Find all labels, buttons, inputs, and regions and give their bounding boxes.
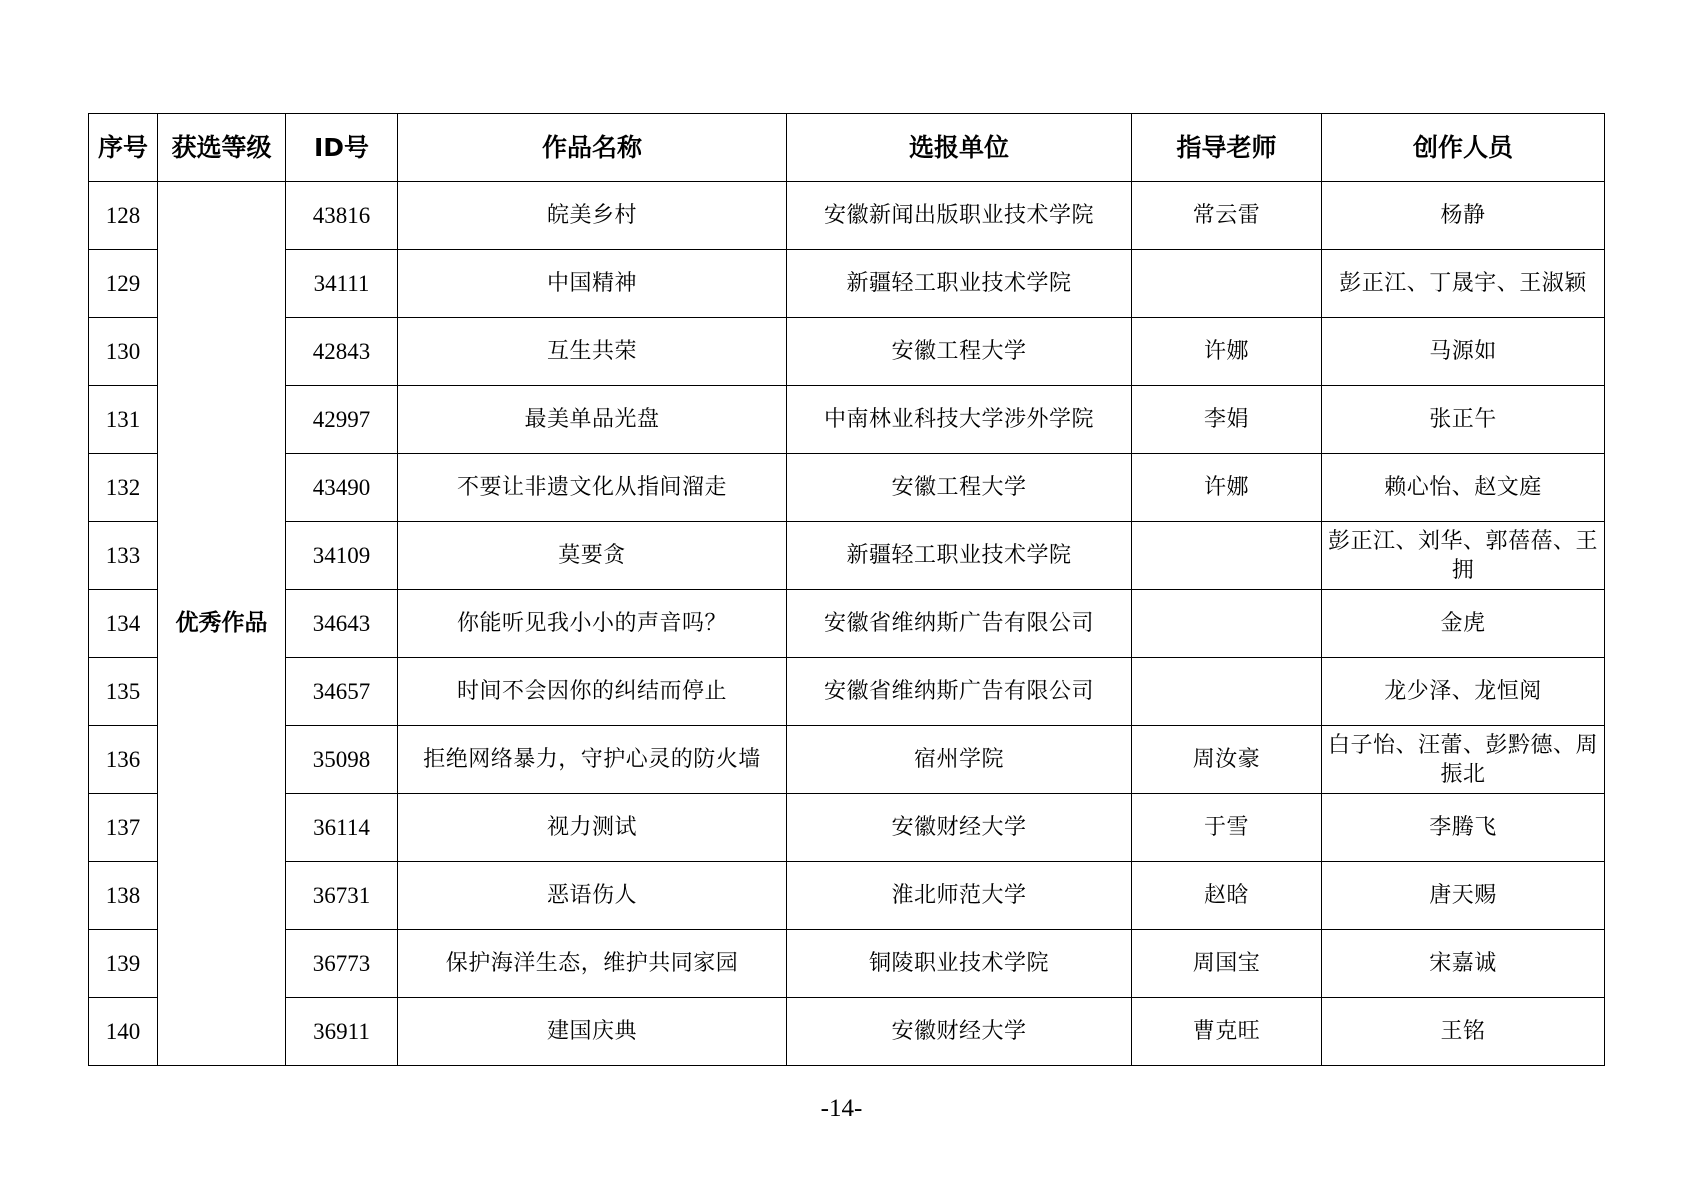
cell-advisor: 许娜 [1132,318,1322,386]
table-row [89,318,1605,386]
cell-unit: 中南林业科技大学涉外学院 [787,386,1132,454]
header-id: ID号 [286,114,398,182]
cell-id: 36114 [286,794,398,862]
header-level: 获选等级 [158,114,286,182]
cell-unit: 安徽新闻出版职业技术学院 [787,182,1132,250]
cell-seq: 131 [89,386,158,454]
cell-unit: 铜陵职业技术学院 [787,930,1132,998]
cell-id: 36773 [286,930,398,998]
cell-creators: 彭正江、刘华、郭蓓蓓、王拥 [1322,522,1605,590]
cell-title: 互生共荣 [398,318,787,386]
cell-unit: 宿州学院 [787,726,1132,794]
cell-seq: 140 [89,998,158,1066]
cell-id: 42997 [286,386,398,454]
table-row [89,658,1605,726]
cell-id: 42843 [286,318,398,386]
cell-title: 你能听见我小小的声音吗？ [398,590,787,658]
table-row [89,250,1605,318]
cell-advisor: 许娜 [1132,454,1322,522]
cell-level: 优秀作品 [158,182,286,1066]
cell-creators: 唐天赐 [1322,862,1605,930]
cell-creators: 马源如 [1322,318,1605,386]
table-row [89,794,1605,862]
page-number: -14- [820,1095,863,1122]
cell-title: 恶语伤人 [398,862,787,930]
cell-creators: 宋嘉诚 [1322,930,1605,998]
table-row [89,726,1605,794]
cell-title: 皖美乡村 [398,182,787,250]
cell-advisor [1132,250,1322,318]
cell-advisor: 周汝豪 [1132,726,1322,794]
cell-advisor [1132,522,1322,590]
cell-id: 35098 [286,726,398,794]
cell-title: 建国庆典 [398,998,787,1066]
header-advisor: 指导老师 [1132,114,1322,182]
cell-title: 莫要贪 [398,522,787,590]
cell-unit: 新疆轻工职业技术学院 [787,250,1132,318]
cell-title: 保护海洋生态，维护共同家园 [398,930,787,998]
cell-unit: 安徽工程大学 [787,318,1132,386]
cell-seq: 130 [89,318,158,386]
header-creators: 创作人员 [1322,114,1605,182]
cell-title: 拒绝网络暴力，守护心灵的防火墙 [398,726,787,794]
table-row [89,930,1605,998]
cell-seq: 132 [89,454,158,522]
cell-advisor [1132,658,1322,726]
table-body [89,182,1605,1066]
header-title: 作品名称 [398,114,787,182]
cell-seq: 134 [89,590,158,658]
cell-advisor [1132,590,1322,658]
cell-creators: 李腾飞 [1322,794,1605,862]
cell-advisor: 赵晗 [1132,862,1322,930]
cell-seq: 133 [89,522,158,590]
table-row [89,998,1605,1066]
cell-advisor: 李娟 [1132,386,1322,454]
cell-creators: 白子怡、汪蕾、彭黔德、周振北 [1322,726,1605,794]
cell-creators: 彭正江、丁晟宇、王淑颖 [1322,250,1605,318]
cell-id: 34109 [286,522,398,590]
cell-advisor: 于雪 [1132,794,1322,862]
table-row [89,454,1605,522]
cell-id: 34111 [286,250,398,318]
cell-creators: 王铭 [1322,998,1605,1066]
cell-title: 最美单品光盘 [398,386,787,454]
cell-advisor: 曹克旺 [1132,998,1322,1066]
cell-unit: 安徽省维纳斯广告有限公司 [787,658,1132,726]
header-unit: 选报单位 [787,114,1132,182]
cell-creators: 张正午 [1322,386,1605,454]
table-row [89,590,1605,658]
cell-unit: 安徽工程大学 [787,454,1132,522]
cell-seq: 135 [89,658,158,726]
cell-id: 43490 [286,454,398,522]
cell-unit: 安徽省维纳斯广告有限公司 [787,590,1132,658]
cell-id: 34657 [286,658,398,726]
cell-advisor: 周国宝 [1132,930,1322,998]
cell-unit: 安徽财经大学 [787,998,1132,1066]
cell-creators: 杨静 [1322,182,1605,250]
cell-title: 视力测试 [398,794,787,862]
cell-unit: 安徽财经大学 [787,794,1132,862]
cell-unit: 新疆轻工职业技术学院 [787,522,1132,590]
cell-id: 36731 [286,862,398,930]
table-row [89,182,1605,250]
cell-seq: 128 [89,182,158,250]
cell-title: 中国精神 [398,250,787,318]
awards-table [88,113,1605,1066]
cell-seq: 138 [89,862,158,930]
cell-seq: 137 [89,794,158,862]
table-row [89,386,1605,454]
cell-creators: 金虎 [1322,590,1605,658]
cell-creators: 赖心怡、赵文庭 [1322,454,1605,522]
cell-id: 43816 [286,182,398,250]
cell-unit: 淮北师范大学 [787,862,1132,930]
cell-creators: 龙少泽、龙恒阅 [1322,658,1605,726]
cell-advisor: 常云雷 [1132,182,1322,250]
table-header-row [89,114,1605,182]
table-row [89,522,1605,590]
cell-seq: 139 [89,930,158,998]
header-seq: 序号 [89,114,158,182]
cell-title: 时间不会因你的纠结而停止 [398,658,787,726]
cell-id: 34643 [286,590,398,658]
cell-seq: 129 [89,250,158,318]
cell-id: 36911 [286,998,398,1066]
cell-seq: 136 [89,726,158,794]
table-row [89,862,1605,930]
cell-title: 不要让非遗文化从指间溜走 [398,454,787,522]
